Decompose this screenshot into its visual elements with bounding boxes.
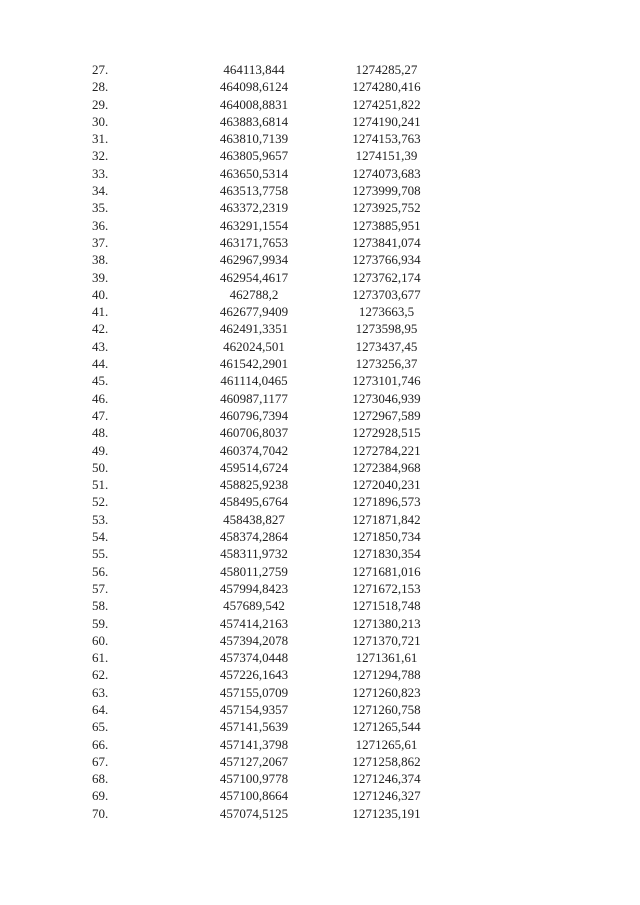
- point-number: 31.: [92, 131, 109, 147]
- x-coordinate: 462967,9934: [219, 252, 289, 268]
- row-spacer: [449, 528, 640, 545]
- row-spacer: [449, 597, 640, 614]
- x-coordinate: 462024,501: [223, 338, 285, 354]
- x-coordinate: 463372,2319: [219, 200, 289, 216]
- point-number: 43.: [92, 338, 109, 354]
- table-row: [0, 96, 640, 113]
- x-coordinate: 457226,1643: [219, 667, 289, 683]
- table-row: [0, 338, 640, 355]
- x-coordinate: 458495,6764: [219, 494, 289, 510]
- table-row: [0, 113, 640, 130]
- table-row: [0, 147, 640, 164]
- table-row: [0, 182, 640, 199]
- x-coordinate: 464113,844: [223, 62, 285, 77]
- table-row: [0, 770, 640, 787]
- table-row: [0, 269, 640, 286]
- point-number: 27.: [92, 62, 109, 77]
- row-spacer: [449, 165, 640, 182]
- y-coordinate: 1273437,45: [355, 338, 418, 354]
- y-coordinate: 1271246,327: [352, 788, 421, 804]
- point-number: 34.: [92, 183, 109, 199]
- row-spacer: [449, 338, 640, 355]
- point-number: 39.: [92, 269, 109, 285]
- point-number: 41.: [92, 304, 109, 320]
- row-spacer: [449, 649, 640, 666]
- x-coordinate: 463171,7653: [219, 234, 289, 250]
- table-row: [0, 442, 640, 459]
- row-spacer: [449, 493, 640, 510]
- point-number: 69.: [92, 788, 109, 804]
- point-number: 54.: [92, 529, 109, 545]
- table-row: [0, 476, 640, 493]
- x-coordinate: 463805,9657: [219, 148, 289, 164]
- y-coordinate: 1271246,374: [352, 771, 421, 787]
- point-number: 67.: [92, 753, 109, 769]
- table-row: [0, 459, 640, 476]
- y-coordinate: 1273999,708: [352, 183, 421, 199]
- x-coordinate: 462677,9409: [219, 304, 289, 320]
- row-spacer: [449, 303, 640, 320]
- point-number: 59.: [92, 615, 109, 631]
- y-coordinate: 1272784,221: [352, 442, 421, 458]
- row-spacer: [449, 96, 640, 113]
- row-spacer: [449, 787, 640, 804]
- x-coordinate: 457689,542: [223, 598, 285, 614]
- x-coordinate: 457100,9778: [219, 771, 289, 787]
- row-spacer: [449, 407, 640, 424]
- point-number: 33.: [92, 165, 109, 181]
- row-spacer: [449, 355, 640, 372]
- y-coordinate: 1271850,734: [352, 529, 421, 545]
- row-spacer: [449, 61, 640, 78]
- y-coordinate: 1271260,823: [352, 684, 421, 700]
- x-coordinate: 460374,7042: [219, 442, 289, 458]
- row-spacer: [449, 442, 640, 459]
- table-row: [0, 199, 640, 216]
- x-coordinate: 458438,827: [223, 511, 285, 527]
- point-number: 63.: [92, 684, 109, 700]
- point-number: 62.: [92, 667, 109, 683]
- row-spacer: [449, 459, 640, 476]
- y-coordinate: 1271265,61: [355, 736, 418, 752]
- row-spacer: [449, 182, 640, 199]
- row-spacer: [449, 199, 640, 216]
- x-coordinate: 457127,2067: [219, 753, 289, 769]
- y-coordinate: 1271518,748: [352, 598, 421, 614]
- row-spacer: [449, 666, 640, 683]
- point-number: 35.: [92, 200, 109, 216]
- table-row: [0, 355, 640, 372]
- table-row: [0, 390, 640, 407]
- x-coordinate: 457154,9357: [219, 701, 289, 717]
- y-coordinate: 1274190,241: [352, 113, 421, 129]
- table-row: [0, 580, 640, 597]
- table-row: [0, 753, 640, 770]
- x-coordinate: 463810,7139: [219, 131, 289, 147]
- x-coordinate: 457994,8423: [219, 580, 289, 596]
- coordinate-table: [0, 61, 640, 822]
- row-spacer: [449, 511, 640, 528]
- y-coordinate: 1273663,5: [358, 304, 415, 320]
- x-coordinate: 458825,9238: [219, 477, 289, 493]
- y-coordinate: 1274280,416: [352, 79, 421, 95]
- table-row: [0, 736, 640, 753]
- table-row: [0, 684, 640, 701]
- point-number: 47.: [92, 407, 109, 423]
- row-spacer: [449, 424, 640, 441]
- row-spacer: [449, 563, 640, 580]
- table-row: [0, 372, 640, 389]
- x-coordinate: 460706,8037: [219, 425, 289, 441]
- row-spacer: [449, 286, 640, 303]
- point-number: 70.: [92, 805, 109, 821]
- y-coordinate: 1271681,016: [352, 563, 421, 579]
- row-spacer: [449, 736, 640, 753]
- row-spacer: [449, 632, 640, 649]
- table-row: [0, 649, 640, 666]
- table-row: [0, 545, 640, 562]
- y-coordinate: 1271235,191: [352, 805, 421, 821]
- table-row: [0, 286, 640, 303]
- y-coordinate: 1274073,683: [352, 165, 421, 181]
- x-coordinate: 463650,5314: [219, 165, 289, 181]
- x-coordinate: 457394,2078: [219, 632, 289, 648]
- table-row: [0, 234, 640, 251]
- x-coordinate: 462491,3351: [219, 321, 289, 337]
- point-number: 29.: [92, 96, 109, 112]
- row-spacer: [449, 113, 640, 130]
- row-spacer: [449, 684, 640, 701]
- y-coordinate: 1271380,213: [352, 615, 421, 631]
- point-number: 36.: [92, 217, 109, 233]
- y-coordinate: 1271361,61: [355, 650, 418, 666]
- y-coordinate: 1272928,515: [352, 425, 421, 441]
- table-row: [0, 493, 640, 510]
- x-coordinate: 461114,0465: [220, 373, 288, 389]
- x-coordinate: 458311,9732: [220, 546, 288, 562]
- x-coordinate: 464008,8831: [219, 96, 289, 112]
- table-row: [0, 528, 640, 545]
- table-row: [0, 251, 640, 268]
- y-coordinate: 1273256,37: [355, 356, 418, 372]
- point-number: 50.: [92, 459, 109, 475]
- table-row: [0, 511, 640, 528]
- y-coordinate: 1272384,968: [352, 459, 421, 475]
- point-number: 57.: [92, 580, 109, 596]
- x-coordinate: 457374,0448: [219, 650, 289, 666]
- point-number: 58.: [92, 598, 109, 614]
- y-coordinate: 1272967,589: [352, 407, 421, 423]
- table-row: [0, 805, 640, 822]
- x-coordinate: 457100,8664: [219, 788, 289, 804]
- x-coordinate: 457074,5125: [219, 805, 289, 821]
- row-spacer: [449, 390, 640, 407]
- table-row: [0, 632, 640, 649]
- x-coordinate: 458011,2759: [220, 563, 288, 579]
- row-spacer: [449, 147, 640, 164]
- point-number: 38.: [92, 252, 109, 268]
- point-number: 65.: [92, 719, 109, 735]
- x-coordinate: 457414,2163: [219, 615, 289, 631]
- y-coordinate: 1271260,758: [352, 701, 421, 717]
- point-number: 46.: [92, 390, 109, 406]
- row-spacer: [449, 770, 640, 787]
- row-spacer: [449, 234, 640, 251]
- point-number: 30.: [92, 113, 109, 129]
- y-coordinate: 1271294,788: [352, 667, 421, 683]
- y-coordinate: 1271258,862: [352, 753, 421, 769]
- point-number: 60.: [92, 632, 109, 648]
- y-coordinate: 1271265,544: [352, 719, 421, 735]
- x-coordinate: 461542,2901: [219, 356, 289, 372]
- point-number: 32.: [92, 148, 109, 164]
- y-coordinate: 1273885,951: [352, 217, 421, 233]
- point-number: 56.: [92, 563, 109, 579]
- x-coordinate: 463883,6814: [219, 113, 289, 129]
- table-row: [0, 666, 640, 683]
- x-coordinate: 458374,2864: [219, 529, 289, 545]
- y-coordinate: 1271871,842: [352, 511, 421, 527]
- y-coordinate: 1271672,153: [352, 580, 421, 596]
- x-coordinate: 460796,7394: [219, 407, 289, 423]
- row-spacer: [449, 701, 640, 718]
- point-number: 42.: [92, 321, 109, 337]
- row-spacer: [449, 545, 640, 562]
- y-coordinate: 1273598,95: [355, 321, 418, 337]
- point-number: 55.: [92, 546, 109, 562]
- table-row: [0, 701, 640, 718]
- table-row: [0, 787, 640, 804]
- table-row: [0, 407, 640, 424]
- table-row: [0, 78, 640, 95]
- x-coordinate: 463291,1554: [219, 217, 289, 233]
- table-row: [0, 61, 640, 78]
- y-coordinate: 1273762,174: [352, 269, 421, 285]
- x-coordinate: 457155,0709: [219, 684, 289, 700]
- y-coordinate: 1273101,746: [352, 373, 421, 389]
- point-number: 68.: [92, 771, 109, 787]
- y-coordinate: 1274151,39: [355, 148, 418, 164]
- y-coordinate: 1274251,822: [352, 96, 421, 112]
- row-spacer: [449, 718, 640, 735]
- y-coordinate: 1271830,354: [352, 546, 421, 562]
- x-coordinate: 464098,6124: [219, 79, 289, 95]
- x-coordinate: 459514,6724: [219, 459, 289, 475]
- x-coordinate: 460987,1177: [220, 390, 288, 406]
- point-number: 53.: [92, 511, 109, 527]
- row-spacer: [449, 78, 640, 95]
- row-spacer: [449, 320, 640, 337]
- row-spacer: [449, 251, 640, 268]
- table-row: [0, 217, 640, 234]
- y-coordinate: 1273925,752: [352, 200, 421, 216]
- row-spacer: [449, 753, 640, 770]
- table-row: [0, 130, 640, 147]
- y-coordinate: 1273046,939: [352, 390, 421, 406]
- row-spacer: [449, 805, 640, 822]
- x-coordinate: 463513,7758: [219, 183, 289, 199]
- point-number: 40.: [92, 286, 109, 302]
- table-row: [0, 424, 640, 441]
- point-number: 44.: [92, 356, 109, 372]
- y-coordinate: 1273766,934: [352, 252, 421, 268]
- table-row: [0, 320, 640, 337]
- row-spacer: [449, 615, 640, 632]
- point-number: 52.: [92, 494, 109, 510]
- table-row: [0, 303, 640, 320]
- point-number: 28.: [92, 79, 109, 95]
- coordinate-table-body: [0, 61, 640, 822]
- x-coordinate: 462788,2: [229, 286, 279, 302]
- table-row: [0, 165, 640, 182]
- point-number: 37.: [92, 234, 109, 250]
- x-coordinate: 457141,5639: [219, 719, 289, 735]
- row-spacer: [449, 130, 640, 147]
- row-spacer: [449, 372, 640, 389]
- row-spacer: [449, 476, 640, 493]
- point-number: 48.: [92, 425, 109, 441]
- table-row: [0, 597, 640, 614]
- y-coordinate: 1274285,27: [355, 62, 418, 77]
- table-row: [0, 563, 640, 580]
- y-coordinate: 1273841,074: [352, 234, 421, 250]
- x-coordinate: 462954,4617: [219, 269, 289, 285]
- row-spacer: [449, 580, 640, 597]
- y-coordinate: 1271370,721: [352, 632, 421, 648]
- row-spacer: [449, 269, 640, 286]
- point-number: 45.: [92, 373, 109, 389]
- point-number: 51.: [92, 477, 109, 493]
- point-number: 64.: [92, 701, 109, 717]
- y-coordinate: 1274153,763: [352, 131, 421, 147]
- point-number: 49.: [92, 442, 109, 458]
- point-number: 61.: [92, 650, 109, 666]
- table-row: [0, 615, 640, 632]
- y-coordinate: 1272040,231: [352, 477, 421, 493]
- y-coordinate: 1273703,677: [352, 286, 421, 302]
- table-row: [0, 718, 640, 735]
- x-coordinate: 457141,3798: [219, 736, 289, 752]
- y-coordinate: 1271896,573: [352, 494, 421, 510]
- point-number: 66.: [92, 736, 109, 752]
- row-spacer: [449, 217, 640, 234]
